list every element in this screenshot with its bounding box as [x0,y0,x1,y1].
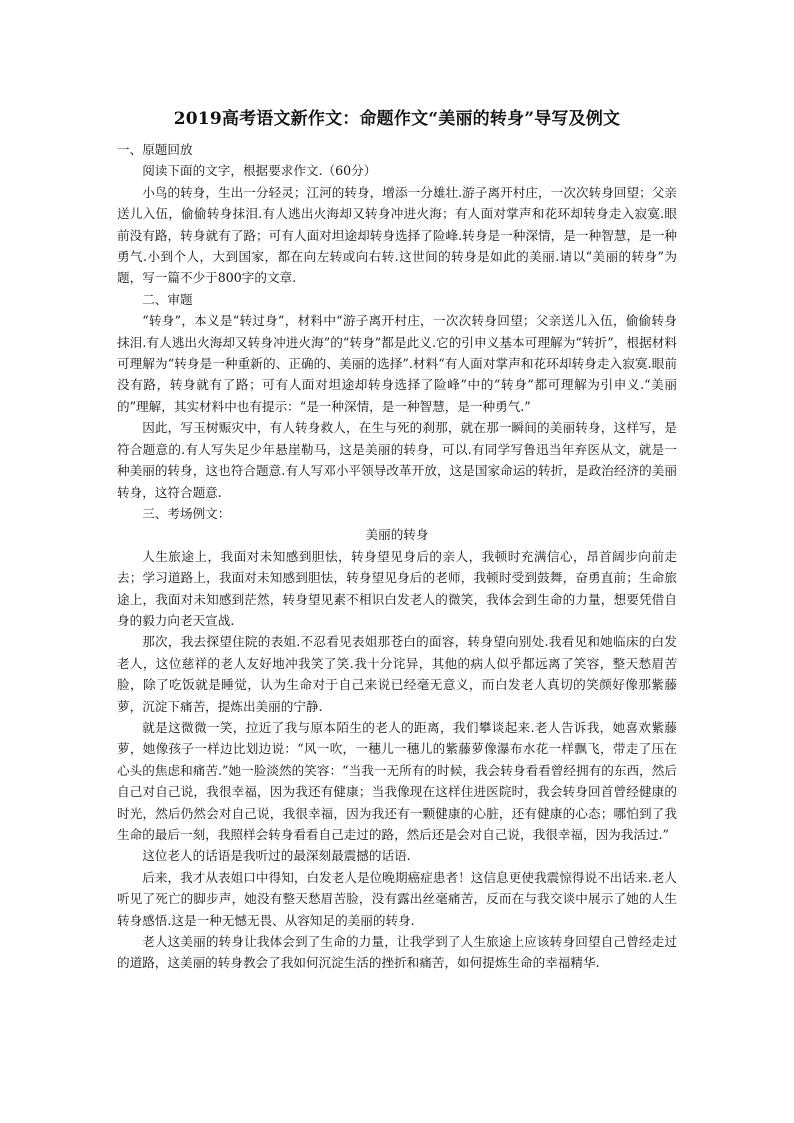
essay-title: 美丽的转身 [365,527,429,543]
analysis-paragraph-1: “转身”，本义是“转过身”，材料中“游子离开村庄，一次次转身回望；父亲送儿入伍，偷偷转身抹泪.有人逃出火海却又转身冲进火海”的“转身”都是此义.它的引申义基本可理解为“转折”，根据材料可理解为“转身是一种重新的、正确的、美丽的选择”.材料“有人面对掌声和花环却转身走入寂寞.眼前没有路，转身就有了路；可有人面对坦途却转身选择了险峰”中的“转身”都可理解为引申义.“美丽的”理解，其实材料中也有提示：“是一种深情，是一种智慧，是一种勇气.” [117,313,677,414]
analysis-paragraph-2: 因此，写玉树赈灾中，有人转身救人，在生与死的刹那，就在那一瞬间的美丽转身，这样写，是符合题意的.有人写失足少年悬崖勒马，这是美丽的转身，可以.有同学写鲁迅当年弃医从文，就是一种美丽的转身，这也符合题意.有人写邓小平领导改革开放，这是国家命运的转折，是政治经济的美丽转身，这符合题意. [117,420,677,500]
prompt-paragraph: 小鸟的转身，生出一分轻灵；江河的转身，增添一分雄壮.游子离开村庄，一次次转身回望；父亲送儿入伍，偷偷转身抹泪.有人逃出火海却又转身冲进火海；有人面对掌声和花环却转身走入寂寞.眼前没有路，转身就有了路；可有人面对坦途却转身选择了险峰.转身是一种深情，是一种智慧，是一种勇气.小到个人，大到国家，都在向左转或向右转.这世间的转身是如此的美丽.请以“美丽的转身”为题，写一篇不少于800字的文章. [117,184,677,286]
document-body [117,139,677,974]
essay-paragraph-3: 就是这微微一笑，拉近了我与原本陌生的老人的距离，我们攀谈起来.老人告诉我，她喜欢紫藤萝，她像孩子一样边比划边说：“风一吹，一穗儿一穗儿的紫藤萝像瀑布水花一样飘飞，带走了压在心头的焦虑和痛苦.”她一脸淡然的笑容：“当我一无所有的时候，我会转身看看曾经拥有的东西，然后自己对自己说，我很幸福，因为我还有健康；当我像现在这样住进医院时，我会转身回首曾经健康的时光，然后仍然会对自己说，我很幸福，因为我还有一颗健康的心脏，还有健康的心态；哪怕到了我生命的最后一刻，我照样会转身看看自己走过的路，然后还是会对自己说，我很幸福，因为我活过.” [117,719,677,842]
essay-paragraph-5: 后来，我才从表姐口中得知，白发老人是位晚期癌症患者！这信息更使我震惊得说不出话来.老人听见了死亡的脚步声，她没有整天愁眉苦脸，没有露出丝毫痛苦，反而在与我交谈中展示了她的人生转身感悟.这是一种无憾无畏、从容知足的美丽的转身. [117,869,677,928]
essay-paragraph-4: 这位老人的话语是我听过的最深刻最震撼的话语. [142,848,411,864]
document-title: 2019高考语文新作文：命题作文“美丽的转身”导写及例文 [173,109,621,129]
section-heading-original: 一、原题回放 [117,142,193,157]
section-heading-analysis: 二、审题 [142,291,193,307]
section-heading-sample: 三、考场例文： [142,505,231,521]
essay-paragraph-6: 老人这美丽的转身让我体会到了生命的力量，让我学到了人生旅途上应该转身回望自己曾经走过的道路，这美丽的转身教会了我如何沉淀生活的挫折和痛苦，如何提炼生命的幸福精华. [117,934,677,971]
essay-paragraph-1: 人生旅途上，我面对未知感到胆怯，转身望见身后的亲人，我顿时充满信心，昂首阔步向前走去；学习道路上，我面对未知感到胆怯，转身望见身后的老师，我顿时受到鼓舞，奋勇直前；生命旅途上，我面对未知感到茫然，转身望见素不相识白发老人的微笑，我体会到生命的力量，想要凭借自身的毅力向老天宣战. [117,548,677,628]
essay-paragraph-2: 那次，我去探望住院的表姐.不忍看见表姐那苍白的面容，转身望向别处.我看见和她临床的白发老人，这位慈祥的老人友好地冲我笑了笑.我十分诧异，其他的病人似乎都远离了笑容，整天愁眉苦脸，除了吃饭就是睡觉，认为生命对于自己来说已经毫无意义，而白发老人真切的笑颜好像那紫藤萝，沉淀下痛苦，提炼出美丽的宁静. [117,634,677,714]
instruction-text: 阅读下面的文字，根据要求作文.（60分） [142,163,377,179]
